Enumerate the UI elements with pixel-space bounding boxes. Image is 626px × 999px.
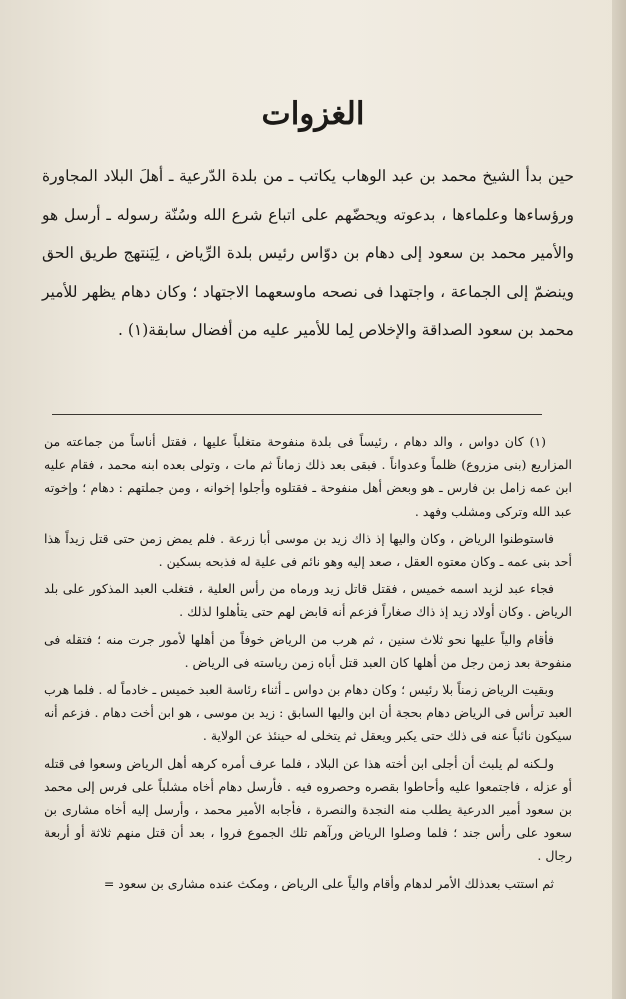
footnote-separator — [52, 414, 542, 415]
page-edge — [612, 0, 626, 999]
main-text: حين بدأ الشيخ محمد بن عبد الوهاب يكاتب ـ من بلدة الدّرعية ـ أهلَ البلاد المجاورة ورؤساءها وعلماءها ، بدعوته ويحضّهم على اتباع شرع الله وسُنّة رسوله ـ أرسل هو والأمير محمد بن سعود إلى دهام بن دوّاس رئيس بلدة الرِّياض ، لِيَنتهج طريق الحق وينضمّ إلى الجماعة ، واجتهدا فى نصحه ماوسعهما الاجتهاد ؛ وكان دهام يظهر للأمير محمد بن سعود الصداقة والإخلاص لِما للأمير عليه من أفضال سابقة(١) . — [42, 167, 574, 339]
chapter-title: الغزوات — [261, 96, 365, 132]
footnote-paragraph: ثم استتب بعدذلك الأمر لدهام وأقام والياً على الرياض ، ومكث عنده مشارى بن سعود = — [103, 875, 554, 891]
footnote-paragraph: وبقيت الرياض زمناً بلا رئيس ؛ وكان دهام بن دواس ـ أثناء رئاسة العبد خميس ـ خادماً له . فلما هرب العبد ترأس فى الرياض دهام بحجة أن ابن واليها السابق : زيد بن موسى ، هو ابن أخت دهام . فزعم أنه سيكون نائباً عنه فى ذلك حتى يكبر ويعقل ثم يتخلى له حينئذ عن الولاية . — [44, 682, 572, 744]
footnotes — [44, 430, 572, 899]
main-paragraph — [42, 157, 574, 350]
footnote-paragraph: فأقام والياً عليها نحو ثلاث سنين ، ثم هرب من الرياض خوفاً من أهلها لأمور جرت منه ؛ فتقله فى منفوحة بعد زمن رجل من أهلها كان العبد قتل أباه زمن رياسته فى الرياض . — [44, 631, 572, 670]
footnote-paragraph: ولـكنه لم يلبث أن أجلى ابن أخته هذا عن البلاد ، فلما عرف أمره كرهه أهل الرياض وسعوا فى قتله أو عزله ، فاجتمعوا عليه وأحاطوا بقصره وحصروه فيه . فأرسل دهام أخاه مشلباً على فرس إلى محمد بن سعود أمير الدرعية يطلب منه النجدة والنصرة ، فأجابه الأمير محمد ، وأرسل إليه أخاه مشارى بن سعود على رأس جند ؛ فلما وصلوا الرياض ورآهم تلك الجموع فروا ، بعد أن قتل منهم ثلاثة أو أربعة رجال . — [44, 755, 572, 864]
footnote-paragraph: فجاء عبد لزيد اسمه خميس ، فقتل قاتل زيد ورماه من رأس العلية ، فتغلب العبد المذكور على بلد الرياض . وكان أولاد زيد إذ ذاك صغاراً فزعم أنه قابض لهم حتى يتأهلوا لذلك . — [44, 581, 572, 620]
footnote-paragraph: (١) كان دواس ، والد دهام ، رئيساً فى بلدة منفوحة متغلباً عليها ، فقتل أناساً من جماعته من المزاريع (بنى مزروع) ظلماً وعدواناً . فبقى بعد ذلك زماناً ثم مات ، وتولى بعده ابنه محمد ، فقام عليه ابن عمه زامل بن فارس ـ هو وبعض أهل منفوحة ـ فقتلوه وأجلوا إخوانه ، ومن جملتهم : دهام ؛ وإخوته عبد الله وتركى ومشلب وفهد . — [44, 434, 572, 519]
footnote-paragraph: فاستوطنوا الرياض ، وكان واليها إذ ذاك زيد بن موسى أبا زرعة . فلم يمض زمن حتى قتل زيداً هذا أحد بنى عمه ـ وكان معتوه العقل ، صعد إليه وهو نائم فى علية له فذبحه بسكين . — [44, 530, 572, 570]
